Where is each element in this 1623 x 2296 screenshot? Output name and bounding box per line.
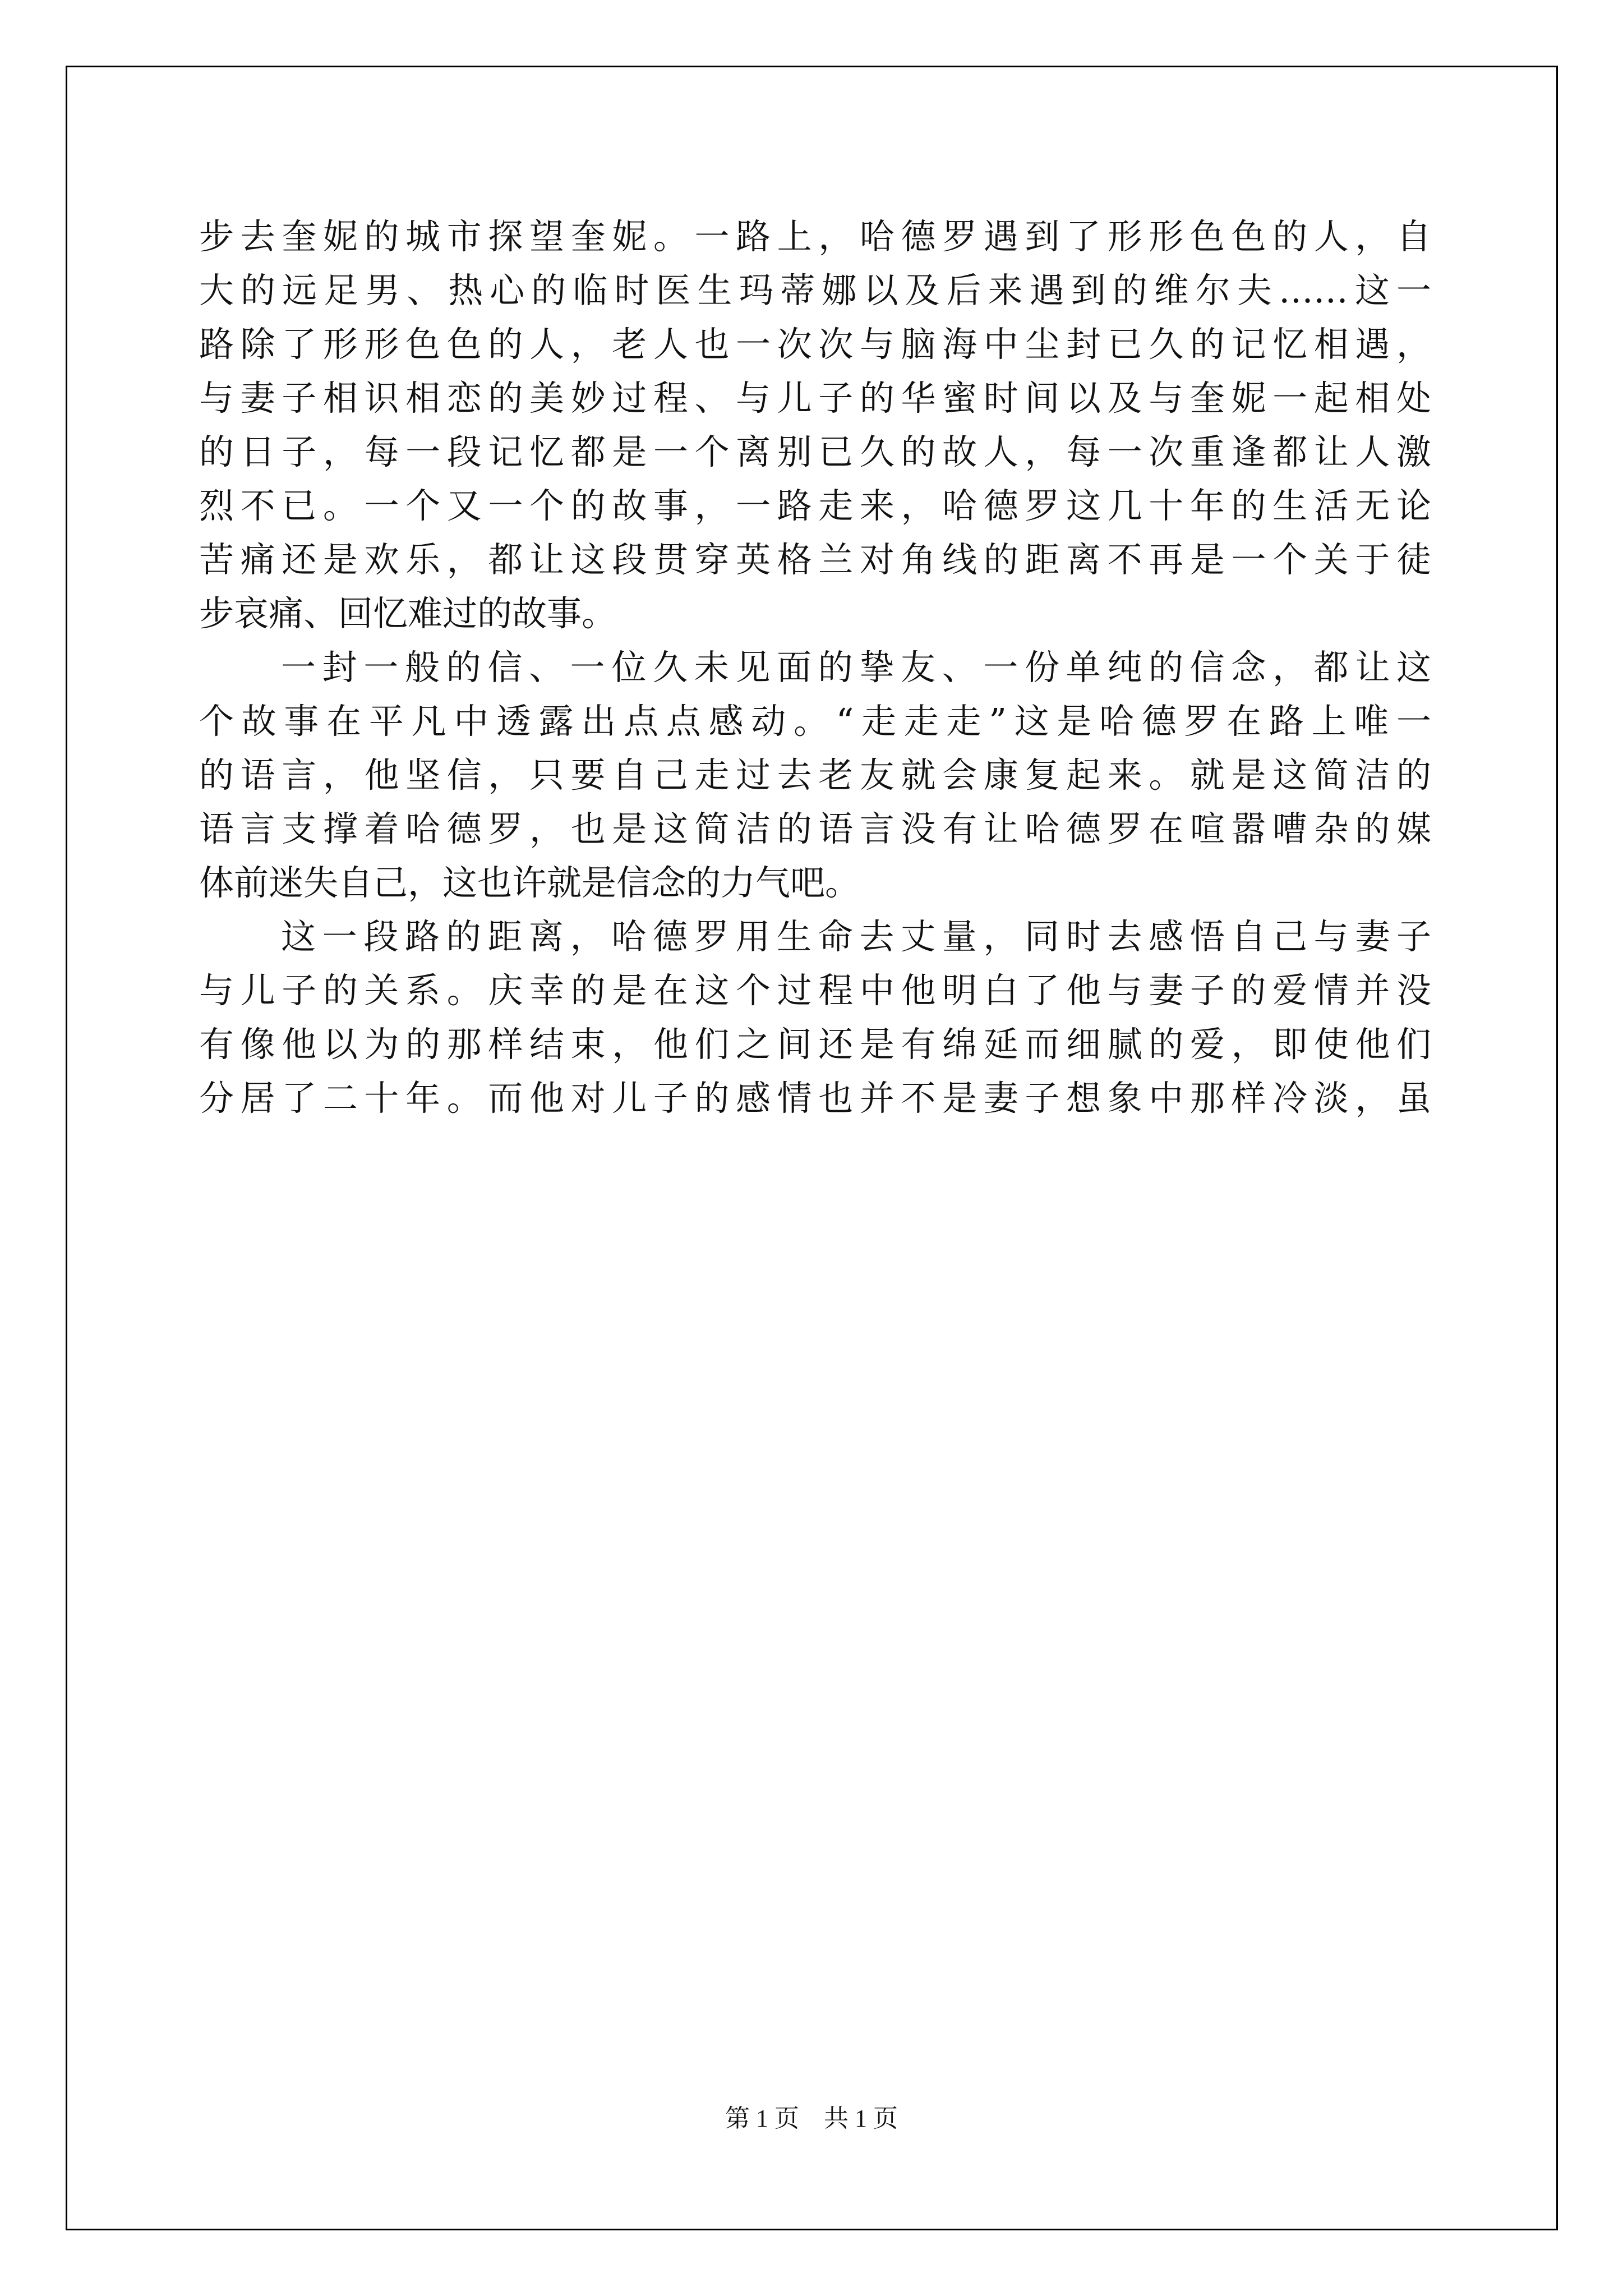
paragraph-1-line-1: 步去奎妮的城市探望奎妮。一路上，哈德罗遇到了形形色色的人，自 [199,216,1431,257]
page-number-footer: 第 1 页 共 1 页 [725,2105,898,2132]
paragraph-1-line-8: 步哀痛、回忆难过的故事。 [199,593,617,634]
paragraph-1-line-3: 路除了形形色色的人，老人也一次次与脑海中尘封已久的记忆相遇， [199,324,1431,365]
paragraph-3-line-2: 与儿子的关系。庆幸的是在这个过程中他明白了他与妻子的爱情并没 [199,970,1431,1011]
paragraph-1-line-4: 与妻子相识相恋的美妙过程、与儿子的华蜜时间以及与奎妮一起相处 [199,378,1431,418]
paragraph-1-line-2: 大的远足男、热心的临时医生玛蒂娜以及后来遇到的维尔夫……这一 [199,270,1431,311]
paragraph-1-line-6: 烈不已。一个又一个的故事，一路走来，哈德罗这几十年的生活无论 [199,485,1431,526]
paragraph-3-line-4: 分居了二十年。而他对儿子的感情也并不是妻子想象中那样冷淡，虽 [199,1078,1431,1119]
paragraph-2-line-4: 语言支撑着哈德罗，也是这简洁的语言没有让哈德罗在喧嚣嘈杂的媒 [199,808,1431,849]
paragraph-3-line-3: 有像他以为的那样结束，他们之间还是有绵延而细腻的爱，即使他们 [199,1024,1431,1065]
paragraph-2-line-2: 个故事在平凡中透露出点点感动。“走走走”这是哈德罗在路上唯一 [199,701,1431,742]
paragraph-2-line-1: 一封一般的信、一位久未见面的挚友、一份单纯的信念，都让这 [281,647,1431,688]
paragraph-3-line-1: 这一段路的距离，哈德罗用生命去丈量，同时去感悟自己与妻子 [281,916,1431,957]
document-body [199,210,1431,1125]
paragraph-2-line-3: 的语言，他坚信，只要自己走过去老友就会康复起来。就是这简洁的 [199,754,1431,795]
paragraph-1-line-5: 的日子，每一段记忆都是一个离别已久的故人，每一次重逢都让人激 [199,431,1431,472]
paragraph-1-line-7: 苦痛还是欢乐，都让这段贯穿英格兰对角线的距离不再是一个关于徒 [199,539,1431,580]
paragraph-2-line-5: 体前迷失自己，这也许就是信念的力气吧。 [199,862,860,903]
